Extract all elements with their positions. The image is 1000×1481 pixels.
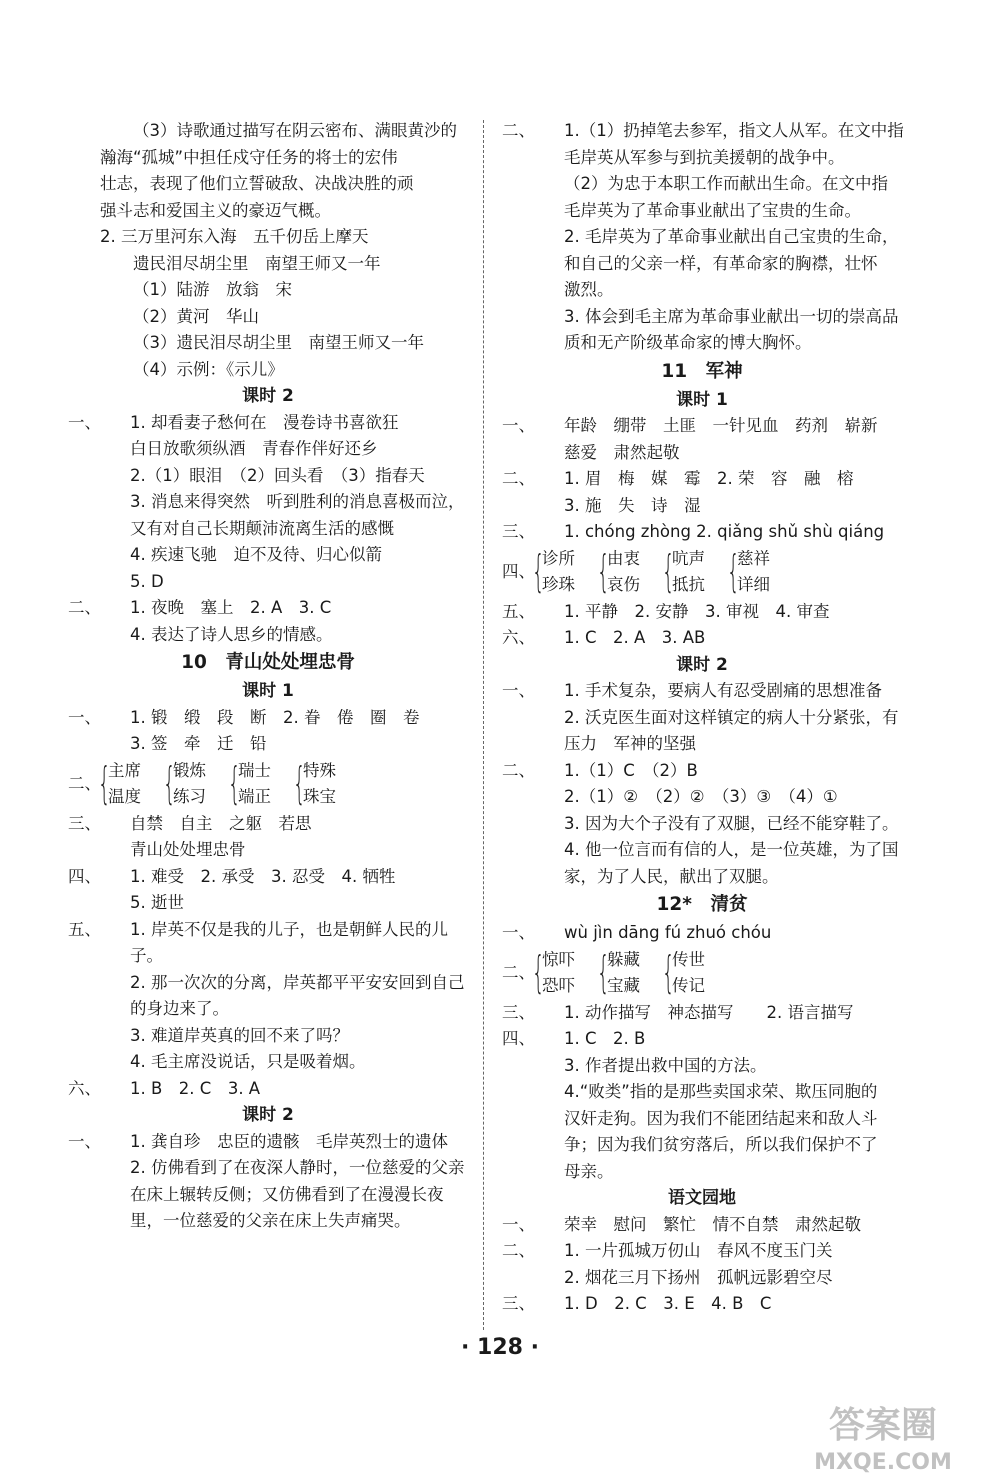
answer-line xyxy=(68,1023,468,1050)
word: 珍珠 xyxy=(542,575,575,594)
answer-line: （3）诗歌通过描写在阴云密布、满眼黄沙的 xyxy=(133,121,457,140)
answer-line xyxy=(502,705,902,732)
brace-mark: { xyxy=(532,946,545,998)
section-marker: 三、 xyxy=(502,522,535,541)
watermark-logo xyxy=(778,1395,988,1475)
brace-mark: { xyxy=(727,545,740,597)
section-heading: 语文园地 xyxy=(668,1188,736,1208)
answer-line xyxy=(502,1291,902,1318)
answer-line xyxy=(502,330,902,357)
answer-text: 汉奸走狗。因为我们不能团结起来和敌人斗 xyxy=(564,1108,878,1128)
answer-text: 1. 夜晚 塞上 2. A 3. C xyxy=(130,598,332,617)
answer-line xyxy=(68,463,468,490)
word: 特殊 xyxy=(303,760,336,780)
word-pair-words xyxy=(607,546,640,599)
answer-text: 4. 表达了诗人思乡的情感。 xyxy=(130,624,333,644)
answer-text: 4. 疾速飞驰 迫不及待、归心似箭 xyxy=(130,545,382,564)
right-column xyxy=(502,118,902,1318)
left-column xyxy=(68,118,468,1235)
answer-text: 1. 龚自珍 忠臣的遗骸 毛岸英烈士的遗体 xyxy=(130,1131,448,1151)
answer-line xyxy=(68,864,468,891)
word-pair-words xyxy=(542,947,575,1000)
section-marker: 五、 xyxy=(68,919,101,939)
answer-text: 3. 因为大个子没有了双腿，已经不能穿鞋了。 xyxy=(564,813,899,833)
answer-line xyxy=(502,251,902,278)
answer-line xyxy=(502,678,902,705)
answer-text: 3. 施 失 诗 湿 xyxy=(564,495,701,515)
section-marker: 一、 xyxy=(502,681,535,700)
answer-text: 1.（1）扔掉笔去参军，指文人从军。在文中指 xyxy=(564,121,904,140)
answer-text: 子。 xyxy=(130,946,163,965)
answer-text: 1. 难受 2. 承受 3. 忍受 4. 牺牲 xyxy=(130,866,396,886)
word-pair-words xyxy=(238,758,271,811)
section-marker: 二、 xyxy=(68,598,101,617)
answer-text: 2.（1）眼泪 （2）回头看 （3）指春天 xyxy=(130,465,425,485)
answer-line xyxy=(502,519,902,546)
answer-line xyxy=(68,436,468,463)
section-marker: 一、 xyxy=(68,707,101,727)
answer-line xyxy=(502,466,902,493)
section-marker: 三、 xyxy=(502,1294,535,1313)
word-pair-words xyxy=(672,947,705,1000)
answer-text: 1. C 2. A 3. AB xyxy=(564,628,706,647)
answer-text: 1. 岸英不仅是我的儿子，也是朝鲜人民的儿 xyxy=(130,919,448,939)
page-number: · 128 · xyxy=(461,1335,539,1360)
section-marker: 一、 xyxy=(502,1214,535,1234)
section-marker: 一、 xyxy=(68,1131,101,1151)
answer-text: wù jìn dāng fú zhuó chóu xyxy=(564,923,772,942)
section-marker: 六、 xyxy=(502,628,535,647)
answer-text: 3. 消息来得突然 听到胜利的消息喜极而泣， xyxy=(130,492,465,511)
column-divider xyxy=(483,120,484,1330)
answer-line xyxy=(502,413,902,440)
answer-line xyxy=(502,1053,902,1080)
answer-text: 2.（1）② （2）② （3）③ （4）① xyxy=(564,787,838,806)
word: 练习 xyxy=(173,787,206,806)
section-marker: 三、 xyxy=(502,1002,535,1022)
answer-line xyxy=(502,1238,902,1265)
answer-line: （4）示例：《示儿》 xyxy=(133,359,284,379)
brace-mark: { xyxy=(662,545,675,597)
answer-text: 1. C 2. B xyxy=(564,1029,646,1048)
brace-mark: { xyxy=(597,545,610,597)
answer-line xyxy=(502,920,902,947)
section-marker: 四、 xyxy=(68,866,101,886)
answer-line xyxy=(68,917,468,944)
answer-text: 2. 沃克医生面对这样镇定的病人十分紧张，有 xyxy=(564,707,899,727)
section-marker: 三、 xyxy=(68,813,101,833)
word-pair-words xyxy=(737,546,770,599)
answer-text: 2. 毛岸英为了革命事业献出自己宝贵的生命， xyxy=(564,227,899,246)
answer-line xyxy=(502,758,902,785)
answer-line: 强斗志和爱国主义的豪迈气概。 xyxy=(100,200,331,220)
answer-text: 毛岸英为了革命事业献出了宝贵的生命。 xyxy=(564,200,861,220)
brace-mark: { xyxy=(597,946,610,998)
word: 传记 xyxy=(672,976,705,995)
word: 详细 xyxy=(737,575,770,594)
lesson-period-heading: 课时 1 xyxy=(676,389,728,410)
answer-line xyxy=(502,784,902,811)
answer-line: 壮志，表现了他们立誓破敌、决战决胜的顽 xyxy=(100,174,414,193)
word-pair-words xyxy=(607,947,640,1000)
answer-text: 4. 他一位言而有信的人，是一位英雄，为了国 xyxy=(564,840,899,859)
watermark-bottom: MXQE.COM xyxy=(814,1450,952,1475)
answer-line xyxy=(68,1076,468,1103)
word-pair-words xyxy=(542,546,575,599)
word: 由衷 xyxy=(607,548,640,568)
answer-text: 3. 签 牵 迁 铅 xyxy=(130,734,267,753)
answer-line: 2. 三万里河东入海 五千仞岳上摩天 xyxy=(100,227,369,246)
section-marker: 二、 xyxy=(502,760,535,780)
answer-line xyxy=(68,705,468,732)
section-marker: 六、 xyxy=(68,1078,101,1098)
answer-text: 又有对自己长期颠沛流离生活的感慨 xyxy=(130,518,394,538)
word: 主席 xyxy=(108,760,141,780)
answer-line xyxy=(502,811,902,838)
word: 惊吓 xyxy=(542,949,575,969)
brace-mark: { xyxy=(532,545,545,597)
answer-line xyxy=(502,1159,902,1186)
answer-line xyxy=(68,837,468,864)
answer-line xyxy=(68,1049,468,1076)
brace-mark: { xyxy=(163,757,176,809)
answer-text: 争；因为我们贫穷落后，所以我们保护不了 xyxy=(564,1135,878,1154)
answer-line xyxy=(68,943,468,970)
answer-text: 1. chóng zhòng 2. qiǎng shǔ shù qiáng xyxy=(564,522,885,541)
word: 吭声 xyxy=(672,548,705,568)
section-marker: 二、 xyxy=(502,469,535,488)
word-pair-group xyxy=(502,947,902,1000)
answer-line xyxy=(502,731,902,758)
answer-text: 家，为了人民，献出了双腿。 xyxy=(564,866,779,886)
word: 宝藏 xyxy=(607,976,640,995)
answer-text: 5. 逝世 xyxy=(130,893,184,912)
word: 哀伤 xyxy=(607,575,640,594)
word: 瑞士 xyxy=(238,760,271,780)
brace-mark: { xyxy=(293,757,306,809)
answer-line xyxy=(68,542,468,569)
section-marker: 四、 xyxy=(502,561,535,581)
answer-text: 激烈。 xyxy=(564,280,614,299)
answer-text: 2. 仿佛看到了在夜深人静时，一位慈爱的父亲 xyxy=(130,1158,465,1177)
word: 端正 xyxy=(238,787,271,806)
answer-line xyxy=(502,171,902,198)
answer-text: 1.（1）C （2）B xyxy=(564,760,698,780)
lesson-period-heading: 课时 1 xyxy=(242,681,294,701)
section-marker: 二、 xyxy=(502,1241,535,1260)
watermark-top: 答案圈 xyxy=(828,1405,938,1446)
answer-line xyxy=(68,731,468,758)
answer-text: 5. D xyxy=(130,571,164,591)
lesson-title: 11 军神 xyxy=(661,360,743,382)
answer-text: （2）为忠于本职工作而献出生命。在文中指 xyxy=(564,174,888,193)
answer-line xyxy=(68,595,468,622)
word: 珠宝 xyxy=(303,787,336,806)
answer-text: 4. 毛主席没说话，只是吸着烟。 xyxy=(130,1052,366,1071)
answer-text: 和自己的父亲一样，有革命家的胸襟，壮怀 xyxy=(564,253,878,273)
answer-text: 1. 锻 缎 段 断 2. 眷 倦 圈 卷 xyxy=(130,707,420,727)
answer-line: （1）陆游 放翁 宋 xyxy=(133,280,292,299)
answer-line: （3）遗民泪尽胡尘里 南望王师又一年 xyxy=(133,333,424,352)
answer-line xyxy=(502,198,902,225)
answer-line xyxy=(502,493,902,520)
word: 抵抗 xyxy=(672,575,705,594)
answer-text: 的身边来了。 xyxy=(130,999,229,1018)
lesson-period-heading: 课时 2 xyxy=(242,1105,294,1125)
word: 恐吓 xyxy=(542,976,575,995)
answer-text: 1. 一片孤城万仞山 春风不度玉门关 xyxy=(564,1241,833,1260)
answer-line xyxy=(502,1265,902,1292)
section-marker: 五、 xyxy=(502,601,535,621)
answer-line: （2）黄河 华山 xyxy=(133,306,259,326)
answer-line xyxy=(502,277,902,304)
lesson-period-heading: 课时 2 xyxy=(676,654,728,675)
answer-line xyxy=(502,304,902,331)
answer-line xyxy=(68,1129,468,1156)
answer-line xyxy=(68,569,468,596)
answer-text: 荣幸 慰问 繁忙 情不自禁 肃然起敬 xyxy=(564,1214,861,1234)
brace-mark: { xyxy=(228,757,241,809)
answer-line xyxy=(502,1000,902,1027)
answer-line xyxy=(502,1106,902,1133)
answer-text: 3. 难道岸英真的回不来了吗？ xyxy=(130,1025,349,1045)
answer-line xyxy=(502,1212,902,1239)
answer-text: 毛岸英从军参与到抗美援朝的战争中。 xyxy=(564,147,845,167)
word-pair-words xyxy=(672,546,705,599)
answer-text: 在床上辗转反侧；又仿佛看到了在漫漫长夜 xyxy=(130,1184,444,1204)
answer-text: 1. D 2. C 3. E 4. B C xyxy=(564,1294,772,1313)
answer-text: 1. 手术复杂，要病人有忍受剧痛的思想准备 xyxy=(564,681,882,700)
word: 温度 xyxy=(108,787,141,806)
word: 躲藏 xyxy=(607,949,640,969)
answer-line: 遗民泪尽胡尘里 南望王师又一年 xyxy=(133,253,381,273)
section-marker: 二、 xyxy=(502,121,535,140)
section-marker: 一、 xyxy=(68,412,101,432)
answer-line: 瀚海“孤城”中担任戍守任务的将士的宏伟 xyxy=(100,147,398,167)
answer-line xyxy=(502,1026,902,1053)
section-marker: 一、 xyxy=(502,416,535,435)
lesson-period-heading: 课时 2 xyxy=(242,386,294,406)
answer-text: 慈爱 肃然起敬 xyxy=(564,442,680,462)
lesson-title: 12* 清贫 xyxy=(656,894,748,915)
answer-line xyxy=(502,864,902,891)
answer-text: 1. 却看妻子愁何在 漫卷诗书喜欲狂 xyxy=(130,412,399,432)
answer-line xyxy=(68,811,468,838)
answer-text: 3. 作者提出救中国的方法。 xyxy=(564,1055,767,1075)
answer-text: 母亲。 xyxy=(564,1161,614,1181)
word: 慈祥 xyxy=(737,548,770,568)
answer-line xyxy=(68,890,468,917)
word-pair-words xyxy=(173,758,206,811)
answer-line xyxy=(502,599,902,626)
answer-line xyxy=(502,440,902,467)
answer-line xyxy=(502,1079,902,1106)
answer-text: 年龄 绷带 土匪 一针见血 药剂 崭新 xyxy=(564,416,878,435)
section-marker: 一、 xyxy=(502,923,535,942)
section-marker: 二、 xyxy=(68,773,101,793)
answer-line xyxy=(502,625,902,652)
word-pair-group xyxy=(502,546,902,599)
answer-text: 里，一位慈爱的父亲在床上失声痛哭。 xyxy=(130,1211,411,1230)
answer-text: 1. 眉 梅 媒 霉 2. 荣 容 融 榕 xyxy=(564,469,854,488)
word-pair-group xyxy=(68,758,468,811)
answer-text: 1. 动作描写 神态描写 2. 语言描写 xyxy=(564,1002,854,1022)
answer-line xyxy=(68,1182,468,1209)
brace-mark: { xyxy=(98,757,111,809)
answer-line xyxy=(502,1132,902,1159)
word: 传世 xyxy=(672,949,705,969)
answer-line xyxy=(502,224,902,251)
answer-line xyxy=(68,410,468,437)
answer-line xyxy=(68,489,468,516)
answer-line xyxy=(502,145,902,172)
lesson-title: 10 青山处处埋忠骨 xyxy=(181,652,355,673)
answer-text: 1. 平静 2. 安静 3. 审视 4. 审查 xyxy=(564,601,830,621)
brace-mark: { xyxy=(662,946,675,998)
answer-text: 白日放歌须纵酒 青春作伴好还乡 xyxy=(130,439,378,458)
answer-line xyxy=(502,118,902,145)
section-marker: 四、 xyxy=(502,1029,535,1048)
answer-line xyxy=(68,1208,468,1235)
answer-line xyxy=(68,516,468,543)
answer-text: 1. B 2. C 3. A xyxy=(130,1078,261,1098)
answer-text: 3. 体会到毛主席为革命事业献出一切的崇高品 xyxy=(564,306,899,326)
section-marker: 二、 xyxy=(502,962,535,982)
answer-text: 质和无产阶级革命家的博大胸怀。 xyxy=(564,333,812,352)
answer-text: 压力 军神的坚强 xyxy=(564,734,696,753)
answer-line xyxy=(502,837,902,864)
answer-line xyxy=(68,996,468,1023)
answer-text: 青山处处埋忠骨 xyxy=(130,840,246,859)
answer-line xyxy=(68,622,468,649)
answer-text: 4.“败类”指的是那些卖国求荣、欺压同胞的 xyxy=(564,1082,878,1101)
word: 锻炼 xyxy=(173,760,206,780)
word-pair-words xyxy=(303,758,336,811)
answer-text: 2. 烟花三月下扬州 孤帆远影碧空尽 xyxy=(564,1267,833,1287)
word-pair-words xyxy=(108,758,141,811)
answer-line xyxy=(68,970,468,997)
answer-text: 自禁 自主 之躯 若思 xyxy=(130,813,312,833)
answer-text: 2. 那一次次的分离，岸英都平平安安回到自己 xyxy=(130,972,465,992)
word: 诊所 xyxy=(542,548,575,568)
answer-line xyxy=(68,1155,468,1182)
